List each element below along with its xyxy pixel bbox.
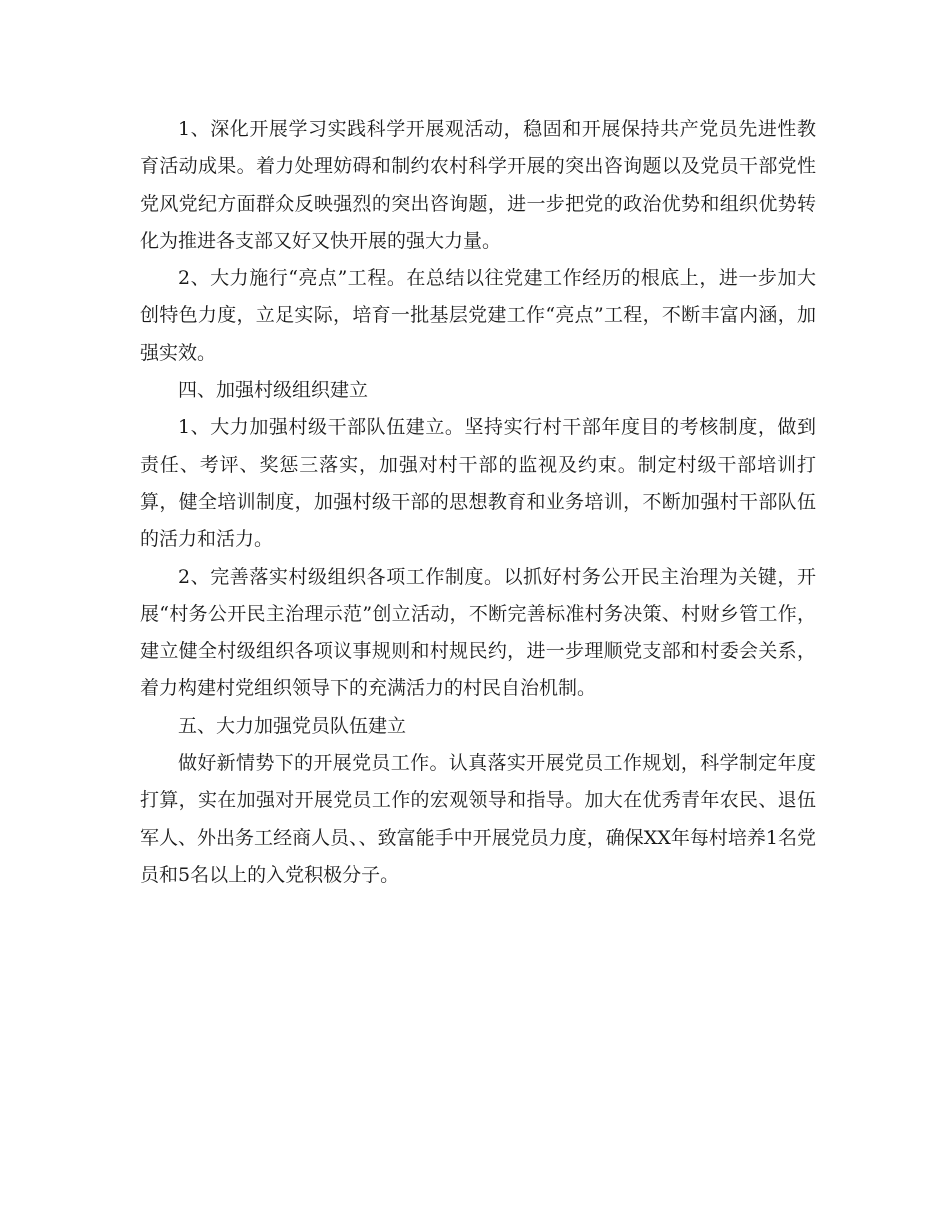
section-heading-party-members: 五、大力加强党员队伍建立 bbox=[178, 714, 407, 737]
paragraph-village-cadres: 1、大力加强村级干部队伍建立。坚持实行村干部年度目的考核制度，做到责任、考评、奖惩三落实，加强对村干部的监视及约束。制定村级干部培训打算，健全培训制度，加强村级干部的思想教育和业务培训，不断加强村干部队伍的活力和活力。 bbox=[140, 416, 816, 551]
paragraph-member-development: 做好新情势下的开展党员工作。认真落实开展党员工作规划，科学制定年度打算，实在加强对开展党员工作的宏观领导和指导。加大在优秀青年农民、退伍军人、外出务工经商人员、、致富能手中开展党员力度，确保XX年每村培养1名党员和5名以上的入党积极分子。 bbox=[140, 752, 816, 886]
document-body bbox=[140, 111, 816, 894]
paragraph-highlight-project: 2、大力施行“亮点”工程。在总结以往党建工作经历的根底上，进一步加大创特色力度，立足实际，培育一批基层党建工作“亮点”工程，不断丰富内涵，加强实效。 bbox=[140, 267, 816, 364]
paragraph-deepen-study: 1、深化开展学习实践科学开展观活动，稳固和开展保持共产党员先进性教育活动成果。着力处理妨碍和制约农村科学开展的突出咨询题以及党员干部党性党风党纪方面群众反映强烈的突出咨询题，进一步把党的政治优势和组织优势转化为推进各支部又好又快开展的强大力量。 bbox=[140, 118, 816, 252]
section-heading-village-organization: 四、加强村级组织建立 bbox=[178, 379, 369, 402]
paragraph-work-systems: 2、完善落实村级组织各项工作制度。以抓好村务公开民主治理为关键，开展“村务公开民主治理示范”创立活动，不断完善标准村务决策、村财乡管工作，建立健全村级组织各项议事规则和村规民约，进一步理顺党支部和村委会关系，着力构建村党组织领导下的充满活力的村民自治机制。 bbox=[140, 565, 816, 700]
